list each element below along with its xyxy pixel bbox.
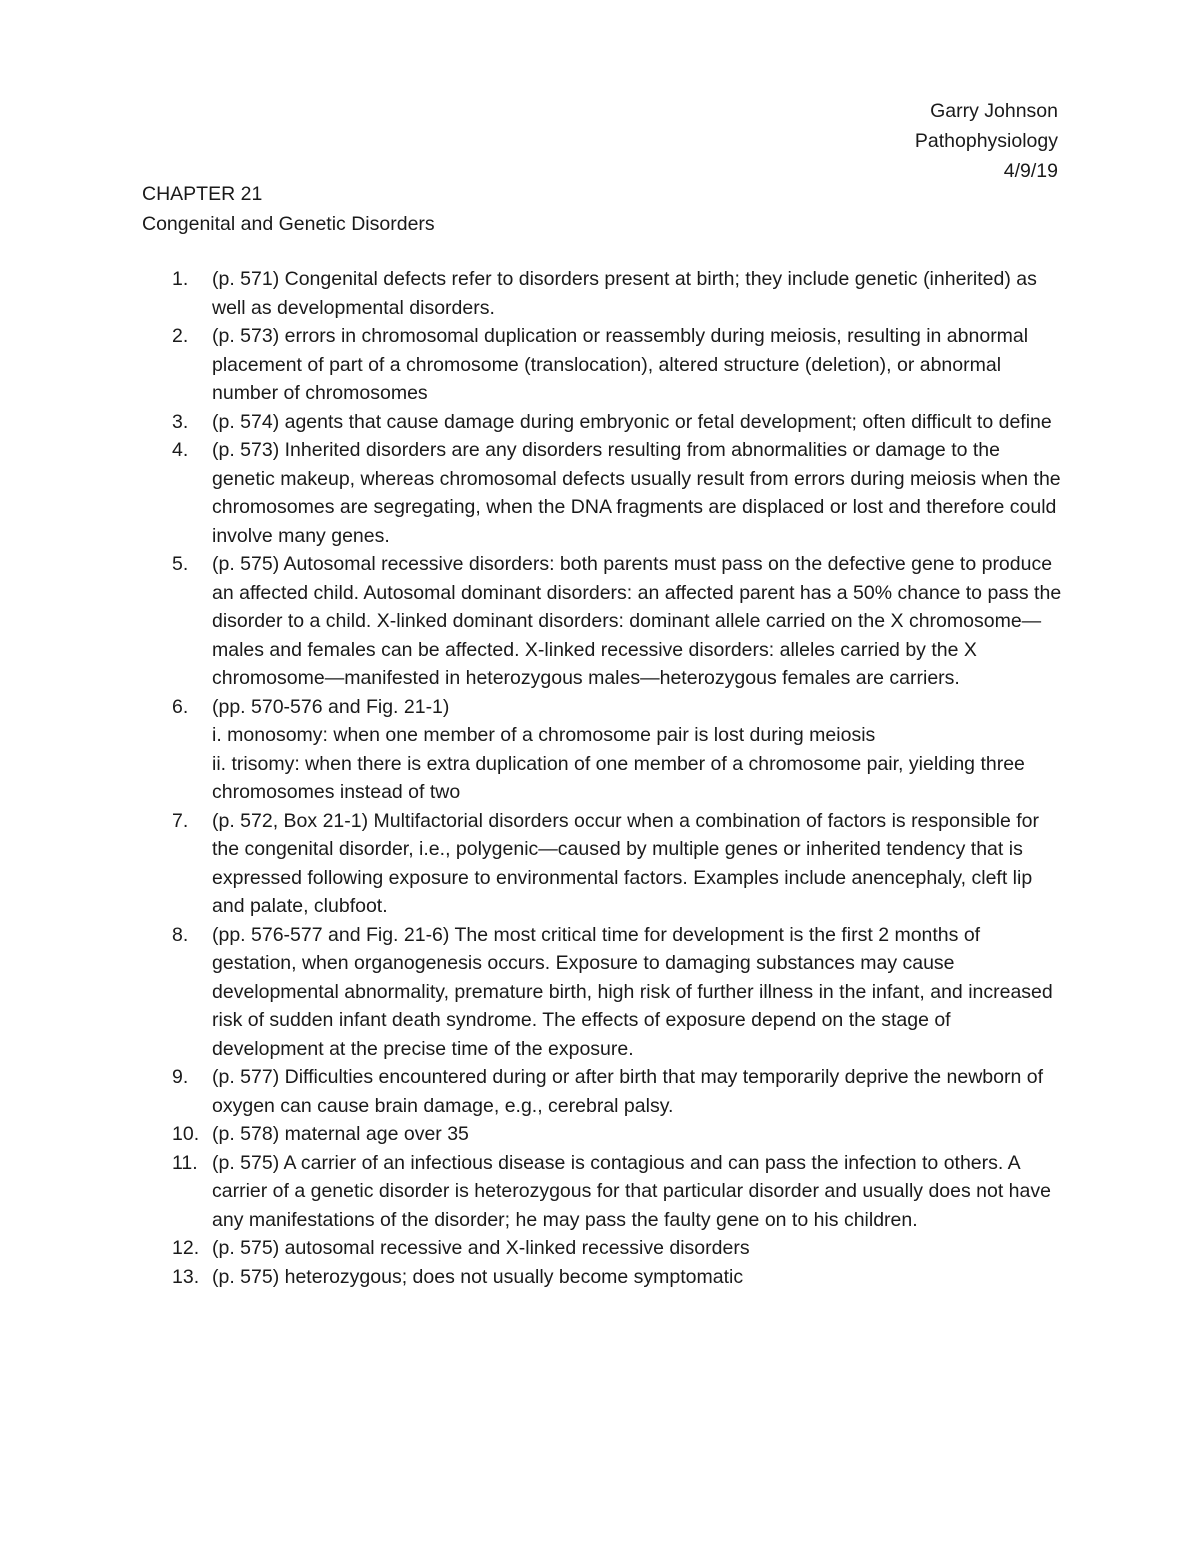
answer-text: (p. 572, Box 21-1) Multifactorial disorders occur when a combination of factors is responsible for the congenital disorder, i.e., polygenic—caused by multiple genes or inherited tendency that is expressed following exposure to environmental factors. Examples include anencephaly, cleft lip and palate, clubfoot. [212,809,1039,917]
answer-number: 8. [172,923,189,946]
answer-item [142,436,1062,550]
course-name: Pathophysiology [914,130,1058,152]
answer-number: 7. [172,809,189,832]
answer-item [142,322,1062,408]
answer-number: 4. [172,439,189,461]
answer-text: (p. 575) A carrier of an infectious disease is contagious and can pass the infection to others. A carrier of a genetic disorder is heterozygous for that particular disorder and usually does not have any manifestations of the disorder; he may pass the faulty gene on to his children. [212,1151,1051,1231]
answer-subitem: ii. trisomy: when there is extra duplication of one member of a chromosome pair, yielding three chromosomes instead of two [212,752,1025,803]
chapter-heading [142,179,1042,239]
answer-item [142,693,1062,807]
answer-number: 5. [172,553,189,575]
answer-number: 12. [172,1237,200,1259]
answer-number: 1. [172,268,189,290]
answer-text: (p. 578) maternal age over 35 [212,1123,469,1145]
answer-number: 9. [172,1066,189,1088]
answer-text: (p. 573) Inherited disorders are any disorders resulting from abnormalities or damage to the genetic makeup, whereas chromosomal defects usually result from errors during meiosis when the chromosomes are segregating, when the DNA fragments are displaced or lost and therefore could involve many genes. [212,439,1061,547]
answer-item [142,550,1062,693]
answer-number: 2. [172,325,189,347]
answer-item [142,921,1062,1064]
author-name: Garry Johnson [930,100,1058,122]
answer-text: (p. 571) Congenital defects refer to disorders present at birth; they include genetic (inherited) as well as developmental disorders. [212,268,1037,319]
answer-text: (pp. 570-576 and Fig. 21-1) [212,695,450,718]
answer-item [142,807,1062,921]
chapter-title: Congenital and Genetic Disorders [142,213,435,235]
answer-list [142,265,1062,1291]
answer-number: 11. [172,1151,198,1174]
answer-item [142,1120,1062,1149]
document-date: 4/9/19 [1003,160,1058,182]
answer-text: (p. 574) agents that cause damage during embryonic or fetal development; often difficult to define [212,410,1052,433]
chapter-number: CHAPTER 21 [142,183,263,205]
answer-number: 6. [172,695,189,718]
answer-item [142,1149,1062,1235]
answer-number: 10. [172,1123,200,1145]
answer-text: (p. 573) errors in chromosomal duplication or reassembly during meiosis, resulting in abnormal placement of part of a chromosome (translocation), altered structure (deletion), or abnormal number of chromosomes [212,325,1029,404]
answer-number: 13. [172,1265,200,1288]
author-header [558,96,1058,186]
answer-text: (p. 575) Autosomal recessive disorders: both parents must pass on the defective gene to produce an affected child. Autosomal dominant disorders: an affected parent has a 50% chance to pass the disorder to a child. X-linked dominant disorders: dominant allele carried on the X chromosome—males and females can be affected. X-linked recessive disorders: alleles carried by the X chromosome—manifested in heterozygous males—heterozygous females are carriers. [212,553,1062,689]
answer-number: 3. [172,410,189,433]
answer-item [142,265,1062,322]
answer-text: (pp. 576-577 and Fig. 21-6) The most critical time for development is the first 2 months of gestation, when organogenesis occurs. Exposure to damaging substances may cause developmental abnormality, premature birth, high risk of further illness in the infant, and increased risk of sudden infant death syndrome. The effects of exposure depend on the stage of development at the precise time of the exposure. [212,923,1053,1060]
answer-item [142,408,1062,437]
answer-subitem: i. monosomy: when one member of a chromosome pair is lost during meiosis [212,724,876,746]
answer-item [142,1234,1062,1263]
answer-text: (p. 575) autosomal recessive and X-linked recessive disorders [212,1237,750,1259]
answer-text: (p. 577) Difficulties encountered during or after birth that may temporarily deprive the newborn of oxygen can cause brain damage, e.g., cerebral palsy. [212,1066,1043,1117]
answer-item [142,1263,1062,1292]
answer-item [142,1063,1062,1120]
answer-text: (p. 575) heterozygous; does not usually become symptomatic [212,1265,744,1288]
